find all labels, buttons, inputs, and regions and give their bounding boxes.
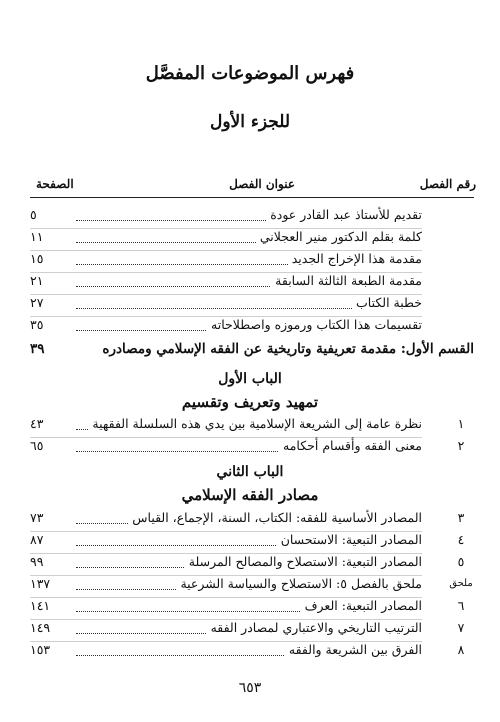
toc-row[interactable] xyxy=(30,576,474,596)
chapter-number: ٨ xyxy=(457,642,465,657)
toc-row-page: ١٣٧ xyxy=(30,576,51,591)
toc-row-page: ٤٣ xyxy=(30,416,44,431)
bab-2-label: الباب الثاني xyxy=(216,464,284,480)
toc-row-page: ١٤٩ xyxy=(30,620,51,635)
toc-row[interactable] xyxy=(30,438,474,458)
toc-row-page: ١١ xyxy=(30,229,44,244)
toc-row-title: ملحق بالفصل ٥: الاستصلاح والسياسة الشرعية xyxy=(176,576,422,591)
toc-row-page: ٧٣ xyxy=(30,510,44,525)
chapter-number: ٧ xyxy=(457,620,465,635)
toc-row-page: ٥ xyxy=(30,207,37,222)
section-page: ٣٩ xyxy=(30,341,45,357)
page-number: ٦٥٣ xyxy=(238,680,262,696)
bab-1-label: الباب الأول xyxy=(218,371,282,387)
toc-row-page: ٦٥ xyxy=(30,438,44,453)
chapter-number: ٦ xyxy=(457,598,465,613)
toc-row-title: نظرة عامة إلى الشريعة الإسلامية بين يدي هذه السلسلة الفقهية xyxy=(88,416,422,431)
toc-row-page: ٩٩ xyxy=(30,554,44,569)
toc-row-title: المصادر التبعية: الاستصلاح والمصالح المرسلة xyxy=(185,554,422,569)
toc-row[interactable] xyxy=(30,598,474,618)
toc-row-page: ٢١ xyxy=(30,273,44,288)
page-subtitle: للجزء الأول xyxy=(209,112,291,132)
bab-1-title: تمهيد وتعريف وتقسيم xyxy=(181,393,319,411)
toc-row-title: مقدمة الطبعة الثالثة السابقة xyxy=(271,273,422,288)
toc-row-page: ١٥٣ xyxy=(30,642,51,657)
chapter-number: ١ xyxy=(457,416,465,431)
toc-row-title: تقديم للأستاذ عبد القادر عودة xyxy=(266,207,422,222)
toc-row[interactable] xyxy=(30,295,474,315)
chapter-number: ٣ xyxy=(457,510,465,525)
toc-row[interactable] xyxy=(30,620,474,640)
toc-row[interactable] xyxy=(30,251,474,271)
chapter-number: ٥ xyxy=(457,554,465,569)
toc-row[interactable] xyxy=(30,317,474,337)
toc-row[interactable] xyxy=(30,273,474,293)
toc-row[interactable] xyxy=(30,416,474,436)
toc-row-title: الترتيب التاريخي والاعتباري لمصادر الفقه xyxy=(207,620,422,635)
toc-row[interactable] xyxy=(30,532,474,552)
toc-row[interactable] xyxy=(30,510,474,530)
toc-row-page: ٣٥ xyxy=(30,317,44,332)
appendix-label: ملحق xyxy=(449,578,473,589)
toc-row-page: ٨٧ xyxy=(30,532,44,547)
toc-row-title: كلمة بقلم الدكتور منير العجلاني xyxy=(256,229,422,244)
toc-row-page: ١٤١ xyxy=(30,598,51,613)
chapter-number: ٢ xyxy=(457,438,465,453)
bab-2-title: مصادر الفقه الإسلامي xyxy=(181,486,319,504)
toc-row[interactable] xyxy=(30,229,474,249)
toc-row-title: المصادر التبعية: العرف xyxy=(301,598,422,613)
toc-row-title: تقسيمات هذا الكتاب ورموزه واصطلاحاته xyxy=(207,317,422,332)
toc-row-title: المصادر التبعية: الاستحسان xyxy=(277,532,422,547)
toc-row[interactable] xyxy=(30,207,474,227)
toc-row-title: الفرق بين الشريعة والفقه xyxy=(285,642,422,657)
header-chapter-title: عنوان الفصل xyxy=(229,177,295,191)
page-title: فهرس الموضوعات المفصَّل xyxy=(145,63,355,84)
toc-row-page: ٢٧ xyxy=(30,295,44,310)
chapter-number: ٤ xyxy=(457,532,465,547)
toc-row[interactable] xyxy=(30,554,474,574)
toc-row-page: ١٥ xyxy=(30,251,44,266)
toc-row-title: المصادر الأساسية للفقه: الكتاب، السنة، الإجماع، القياس xyxy=(128,510,422,525)
toc-row[interactable] xyxy=(30,642,474,662)
toc-row-title: مقدمة هذا الإخراج الجديد xyxy=(288,251,422,266)
header-rule xyxy=(30,197,474,198)
toc-row-title: معنى الفقه وأقسام أحكامه xyxy=(279,438,422,453)
toc-row-title: خطبة الكتاب xyxy=(352,295,422,310)
header-chapter-no: رقم الفصل xyxy=(419,177,476,191)
header-page: الصفحة xyxy=(36,177,74,191)
section-title: القسم الأول: مقدمة تعريفية وتاريخية عن الفقه الإسلامي ومصادره xyxy=(102,341,474,357)
